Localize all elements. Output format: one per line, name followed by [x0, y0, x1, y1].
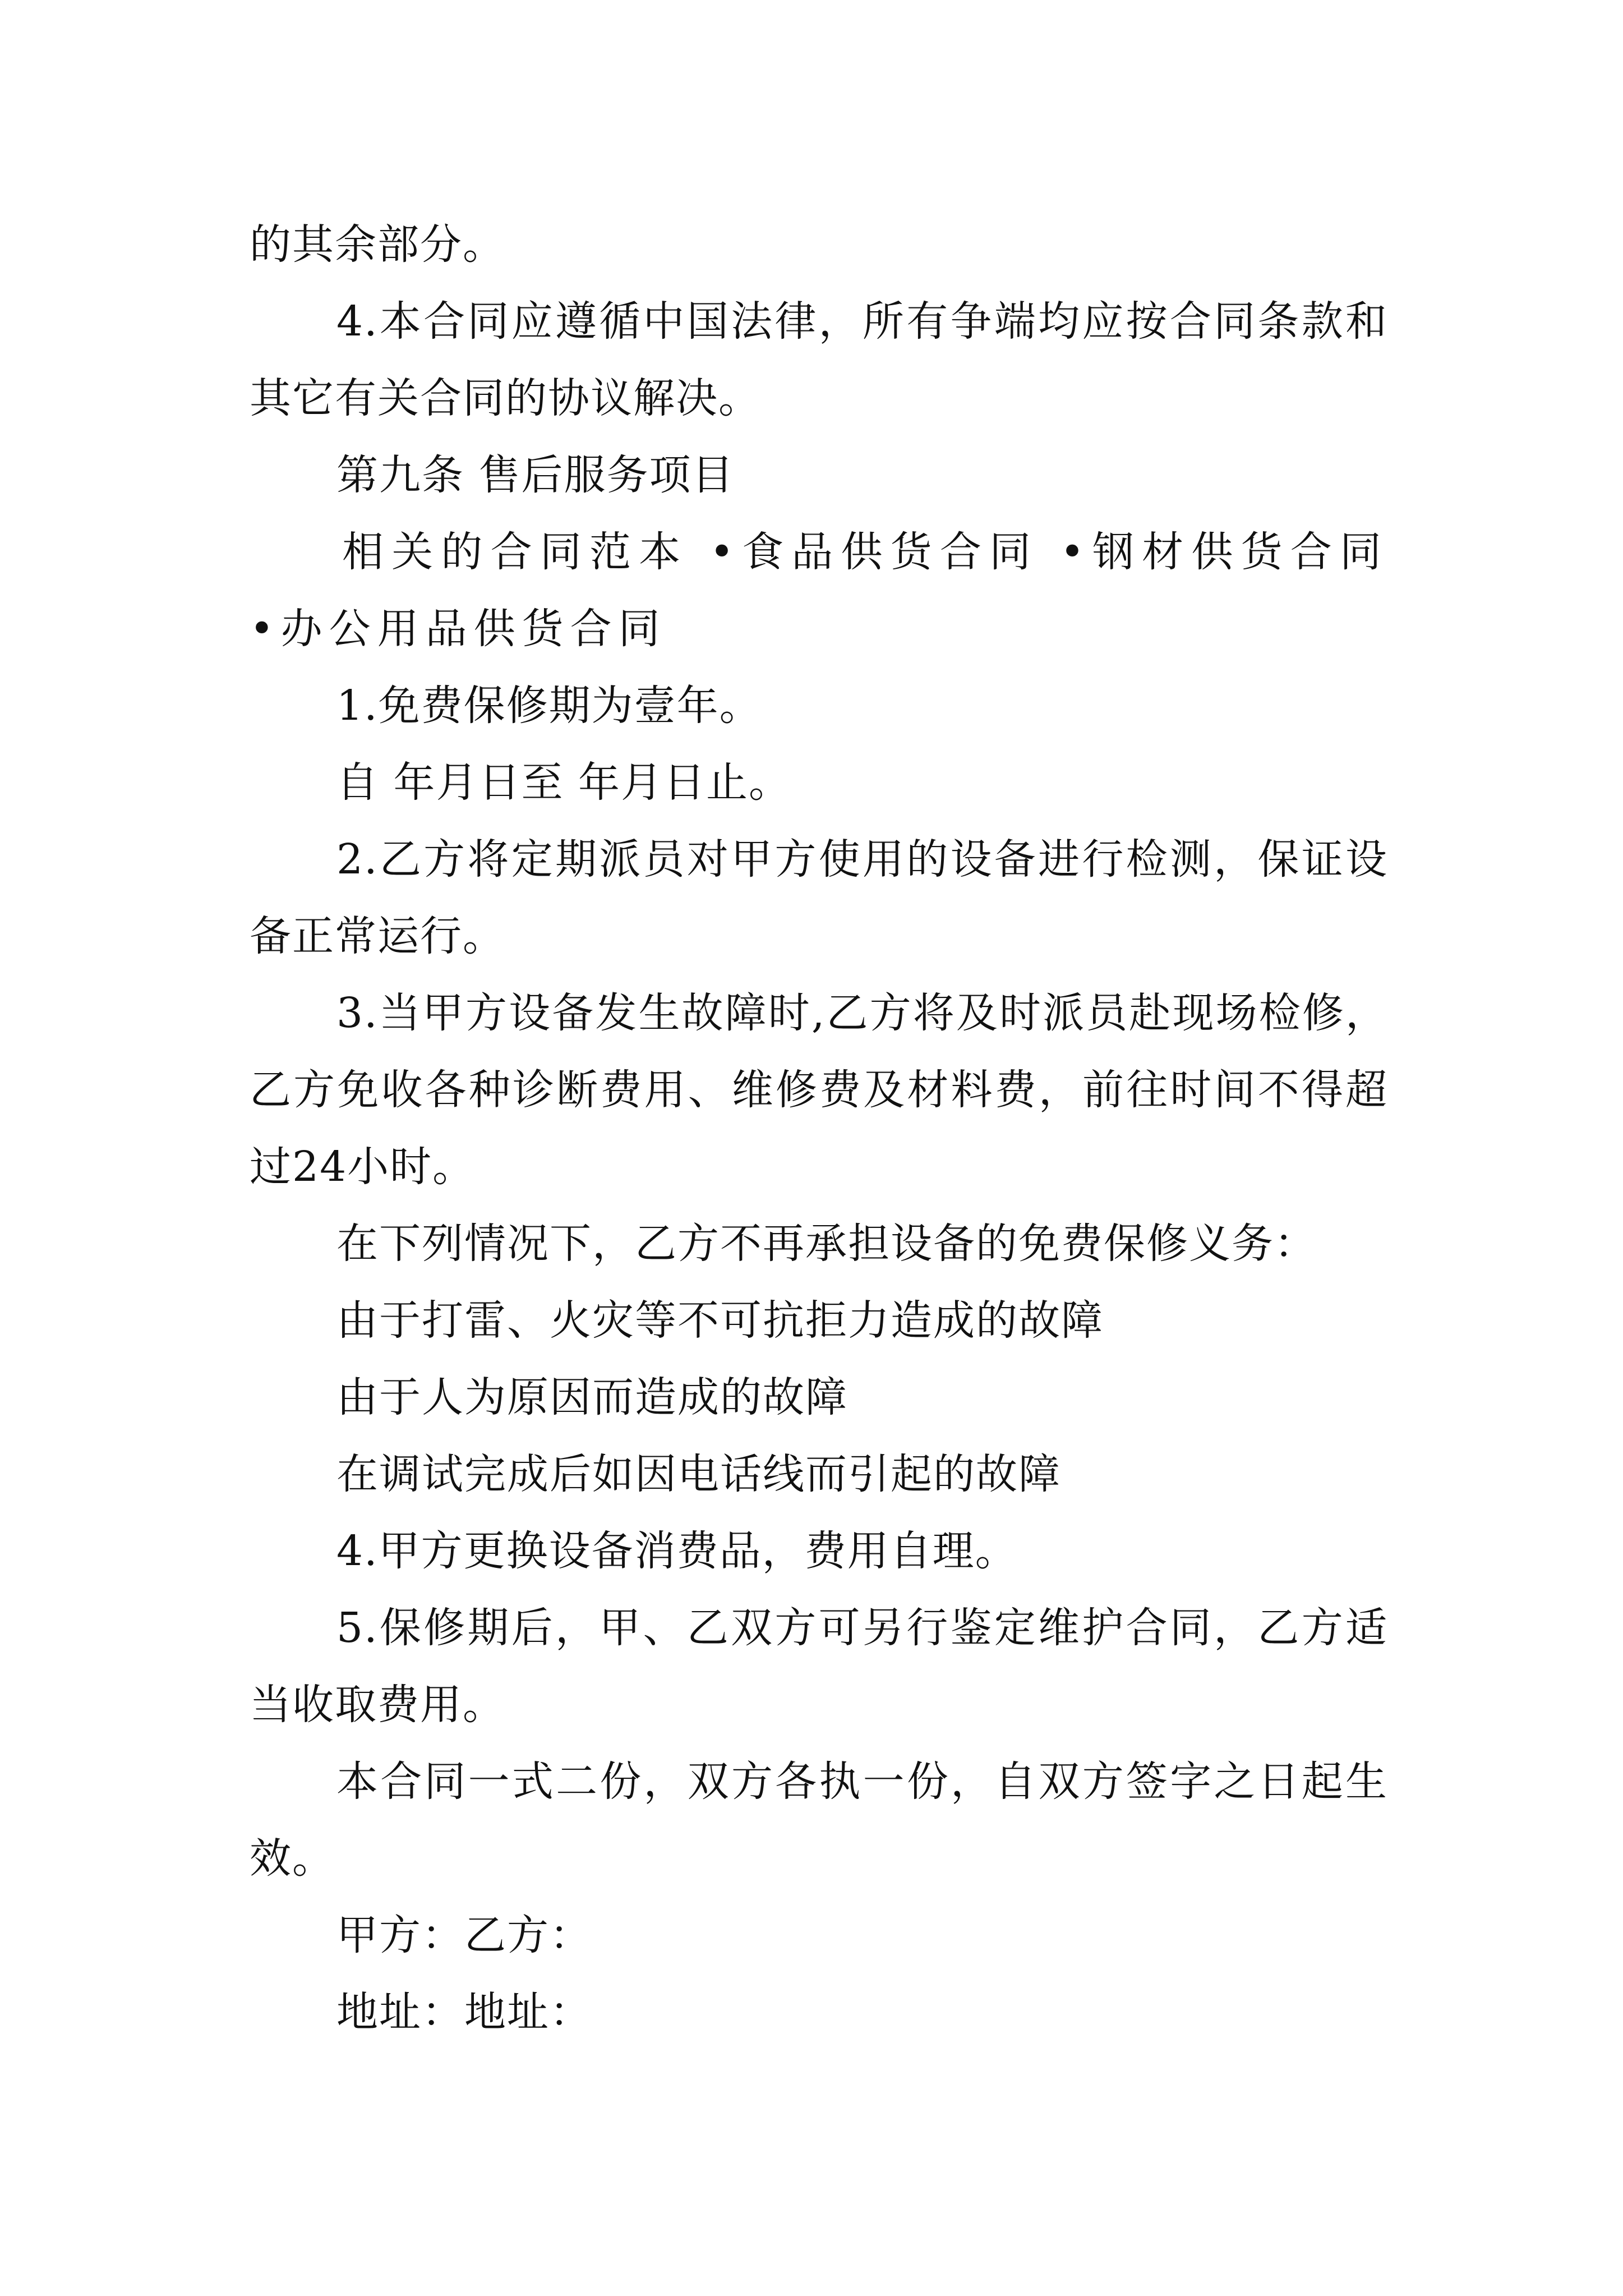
paragraph-periodic-inspection: 2.乙方将定期派员对甲方使用的设备进行检测，保证设备正常运行。 — [250, 835, 1388, 960]
paragraph-on-site-repair: 3.当甲方设备发生故障时,乙方将及时派员赴现场检修，乙方免收各种诊断费用、维修费及材料费，前往时间不得超过24小时。 — [250, 989, 1388, 1191]
paragraph-warranty-period: 1.免费保修期为壹年。 — [336, 682, 762, 730]
paragraph-consumables: 4.甲方更换设备消费品，费用自理。 — [336, 1527, 1018, 1575]
signature-parties-line: 甲方：乙方： — [336, 1911, 592, 1959]
paragraph-after-warranty: 5.保修期后，甲、乙双方可另行鉴定维护合同，乙方适当收取费用。 — [250, 1604, 1388, 1729]
exclusion-item-human-cause: 由于人为原因而造成的故障 — [336, 1373, 848, 1421]
signature-address-line: 地址：地址： — [336, 1988, 592, 2036]
paragraph-date-range: 自 年月日至 年月日止。 — [336, 758, 792, 807]
paragraph-exclusions-intro: 在下列情况下，乙方不再承担设备的免费保修义务： — [336, 1220, 1317, 1268]
paragraph-copies-effective: 本合同一式二份，双方各执一份，自双方签字之日起生效。 — [250, 1757, 1388, 1883]
paragraph-continuation: 的其余部分。 — [250, 220, 505, 269]
paragraph-governing-law: 4.本合同应遵循中国法律，所有争端均应按合同条款和其它有关合同的协议解决。 — [250, 297, 1388, 422]
exclusion-item-force-majeure: 由于打雷、火灾等不可抗拒力造成的故障 — [336, 1296, 1104, 1345]
related-templates-line: 相关的合同范本 •食品供货合同 •钢材供货合同 •办公用品供货合同 — [250, 528, 1388, 653]
exclusion-item-phone-line: 在调试完成后如因电话线而引起的故障 — [336, 1450, 1061, 1498]
section-heading-article-9: 第九条 售后服务项目 — [336, 451, 735, 499]
